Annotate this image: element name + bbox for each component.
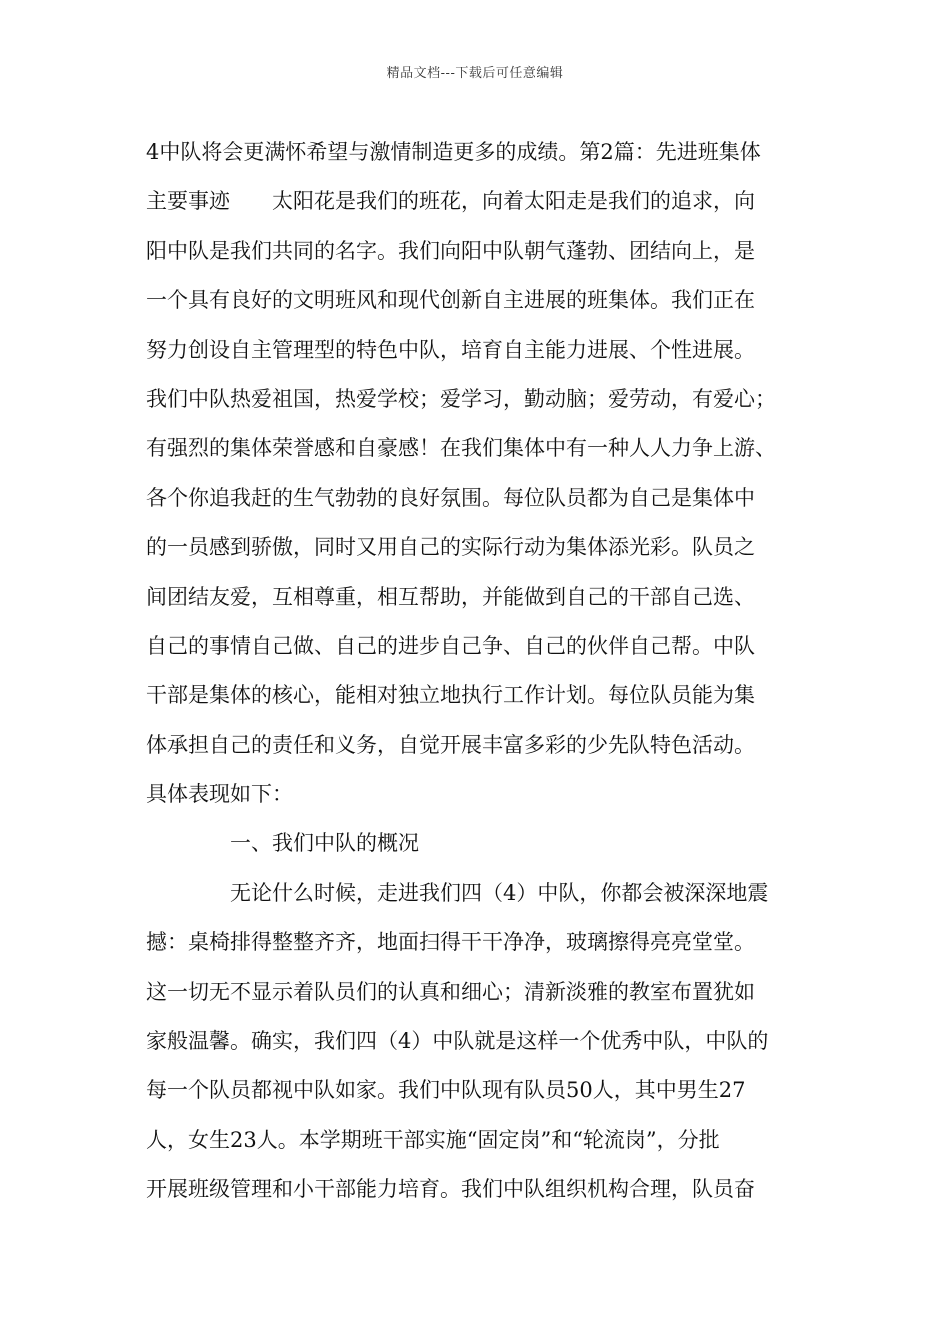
text-line: 间团结友爱，互相尊重，相互帮助，并能做到自己的干部自己选、	[146, 584, 755, 609]
text-line: 开展班级管理和小干部能力培育。我们中队组织机构合理，队员奋	[146, 1177, 755, 1202]
page-header: 精品文档---下载后可任意编辑	[386, 66, 564, 81]
text-line: 主要事迹 太阳花是我们的班花，向着太阳走是我们的追求，向	[146, 189, 755, 214]
text-line: 阳中队是我们共同的名字。我们向阳中队朝气蓬勃、团结向上，是	[146, 238, 755, 263]
text-line: 干部是集体的核心，能相对独立地执行工作计划。每位队员能为集	[146, 683, 755, 708]
text-line: 的一员感到骄傲，同时又用自己的实际行动为集体添光彩。队员之	[146, 535, 755, 560]
text-line: 各个你追我赶的生气勃勃的良好氛围。每位队员都为自己是集体中	[146, 485, 755, 510]
text-line: 自己的事情自己做、自己的进步自己争、自己的伙伴自己帮。中队	[146, 633, 755, 658]
text-line: 有强烈的集体荣誉感和自豪感！在我们集体中有一种人人力争上游、	[146, 436, 776, 461]
text-line: 这一切无不显示着队员们的认真和细心；清新淡雅的教室布置犹如	[146, 979, 755, 1004]
document-body	[146, 128, 814, 1215]
text-line: 努力创设自主管理型的特色中队，培育自主能力进展、个性进展。	[146, 337, 755, 362]
text-line: 人，女生23人。本学期班干部实施“固定岗”和“轮流岗”，分批	[146, 1127, 720, 1152]
text-line: 家般温馨。确实，我们四（4）中队就是这样一个优秀中队，中队的	[146, 1029, 769, 1054]
text-line: 具体表现如下：	[146, 782, 293, 807]
text-line: 无论什么时候，走进我们四（4）中队，你都会被深深地震	[230, 880, 769, 905]
text-line: 我们中队热爱祖国，热爱学校；爱学习，勤动脑；爱劳动，有爱心；	[146, 386, 776, 411]
text-line: 撼：桌椅排得整整齐齐，地面扫得干干净净，玻璃擦得亮亮堂堂。	[146, 930, 755, 955]
section-heading: 一、我们中队的概况	[230, 831, 419, 856]
text-line: 4中队将会更满怀希望与激情制造更多的成绩。第2篇：先进班集体	[146, 140, 761, 164]
text-line: 每一个队员都视中队如家。我们中队现有队员50人，其中男生27	[146, 1078, 746, 1103]
text-line: 体承担自己的责任和义务，自觉开展丰富多彩的少先队特色活动。	[146, 732, 755, 757]
text-line: 一个具有良好的文明班风和现代创新自主进展的班集体。我们正在	[146, 288, 755, 313]
